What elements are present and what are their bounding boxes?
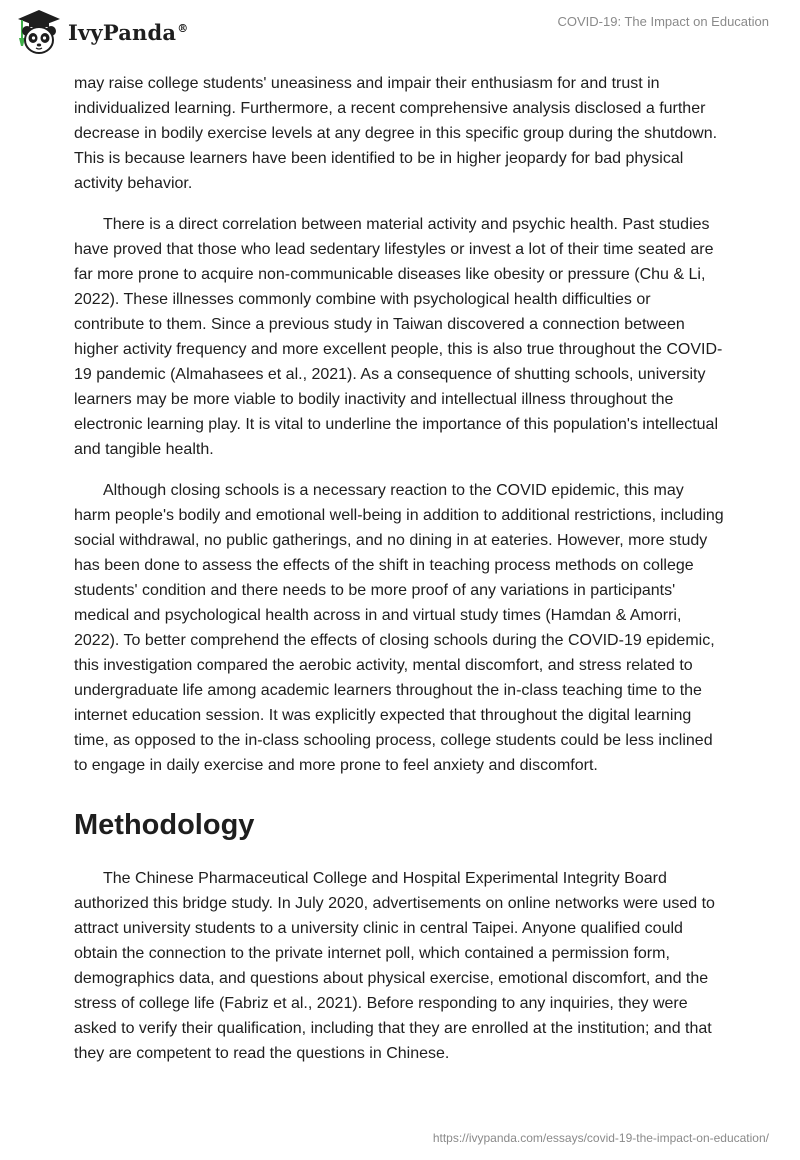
- paragraph: There is a direct correlation between material activity and psychic health. Past studies have proved that those who lead sedentary lifestyles or invest a lot of their time seated are far more prone to acquire non-communicable diseases like obesity or pressure (Chu & Li, 2022). These illnesses commonly combine with psychological health difficulties or contribute to them. Since a previous study in Taiwan discovered a connection between higher activity frequency and more excellent people, this is also true throughout the COVID-19 pandemic (Almahasees et al., 2021). As a consequence of shutting schools, university learners may be more viable to bodily inactivity and intellectual illness throughout the electronic learning play. It is vital to underline the importance of this population's intellectual and tangible health.: [74, 216, 723, 458]
- ivypanda-logo[interactable]: [14, 8, 188, 56]
- paragraph: Although closing schools is a necessary reaction to the COVID epidemic, this may harm people's bodily and emotional well-being in addition to additional restrictions, including social withdrawal, no public gatherings, and no dining in at eateries. However, more study has been done to assess the effects of the shift in teaching process methods on college students' condition and there needs to be more proof of any variations in participants' medical and psychological health across in and virtual study times (Hamdan & Amorri, 2022). To better comprehend the effects of closing schools during the COVID-19 epidemic, this investigation compared the aerobic activity, mental discomfort, and stress related to undergraduate life among academic learners throughout the in-class teaching time to the internet education session. It was explicitly expected that throughout the digital learning time, as opposed to the in-class schooling process, college students could be less inclined to engage in daily exercise and more prone to feel anxiety and discomfort.: [74, 482, 724, 774]
- logo-wordmark: IvyPanda®: [68, 19, 189, 45]
- page-header: [0, 0, 800, 70]
- section-heading-methodology: Methodology: [74, 809, 255, 841]
- source-url[interactable]: https://ivypanda.com/essays/covid-19-the-impact-on-education/: [432, 1131, 769, 1145]
- paragraph: The Chinese Pharmaceutical College and Hospital Experimental Integrity Board authorized this bridge study. In July 2020, advertisements on online networks were used to attract university students to a university clinic in central Taipei. Anyone qualified could obtain the connection to the private internet poll, which contained a permission form, demographics data, and questions about physical exercise, emotional discomfort, and the stress of college life (Fabriz et al., 2021). Before responding to any inquiries, they were asked to verify their qualification, including that they are enrolled at the institution; and that they are competent to read the questions in Chinese.: [74, 870, 715, 1062]
- document-title: COVID-19: The Impact on Education: [557, 14, 769, 29]
- panda-graduate-icon: [14, 8, 64, 56]
- paragraph: may raise college students' uneasiness and impair their enthusiasm for and trust in individualized learning. Furthermore, a recent comprehensive analysis disclosed a further decrease in bodily exercise levels at any degree in this specific group during the shutdown. This is because learners have been identified to be in higher jeopardy for bad physical activity behavior.: [74, 75, 718, 192]
- essay-body: [74, 71, 724, 1082]
